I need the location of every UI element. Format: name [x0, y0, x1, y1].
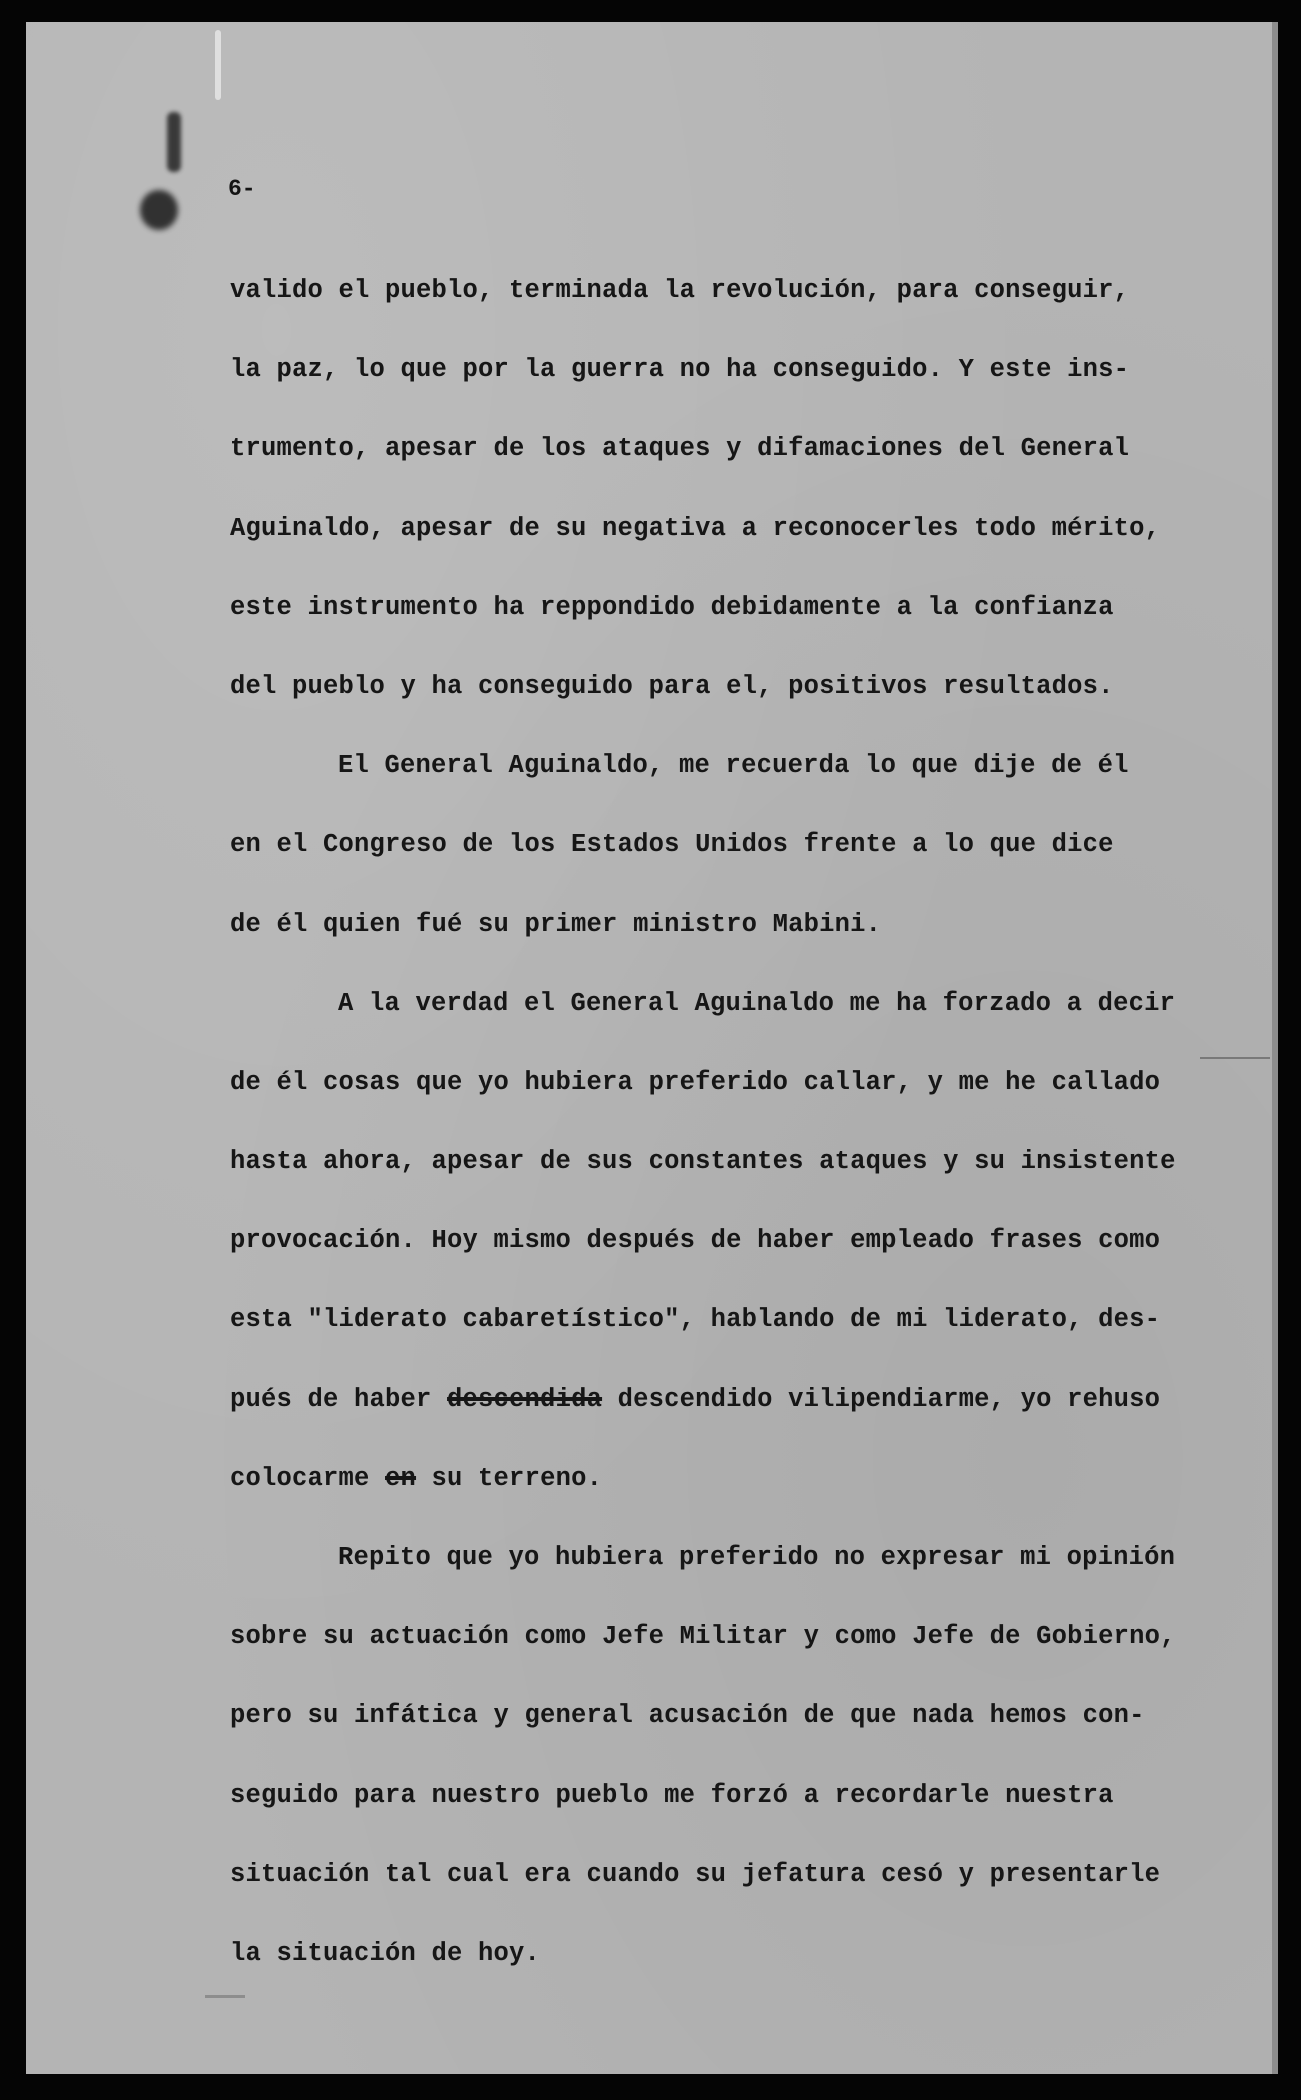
text-line: pero su infática y general acusación de que nada hemos con-: [230, 1701, 1145, 1731]
text-line: la paz, lo que por la guerra no ha conseguido. Y este ins-: [230, 355, 1130, 385]
text-line: provocación. Hoy mismo después de haber empleado frases como: [230, 1226, 1161, 1256]
text-line: seguido para nuestro pueblo me forzó a recordarle nuestra: [230, 1780, 1114, 1810]
paper-edge: [1272, 22, 1278, 2074]
text-line-with-strikeout: [230, 1360, 1190, 1439]
text-line-with-strikeout: [230, 1439, 1190, 1518]
paragraph-start-line: Repito que yo hubiera preferido no expresar mi opinión: [338, 1543, 1176, 1572]
text-line: del pueblo y ha conseguido para el, positivos resultados.: [230, 671, 1114, 701]
text-line: de él cosas que yo hubiera preferido callar, y me he callado: [230, 1067, 1161, 1097]
paragraph-start-line: El General Aguinaldo, me recuerda lo que dije de él: [338, 751, 1129, 781]
text-line: la situación de hoy.: [230, 1938, 541, 1968]
struck-out-word: descendida: [447, 1384, 603, 1414]
text-line: en el Congreso de los Estados Unidos frente a lo que dice: [230, 830, 1114, 860]
text-line: situación tal cual era cuando su jefatura cesó y presentarle: [230, 1859, 1161, 1889]
body-text: [230, 251, 1190, 1993]
margin-mark: [205, 1995, 245, 1998]
text-line: valido el pueblo, terminada la revolución, para conseguir,: [230, 276, 1130, 305]
text-line: esta "liderato cabaretístico", hablando de mi liderato, des-: [230, 1305, 1161, 1335]
paragraph-start-line: A la verdad el General Aguinaldo me ha forzado a decir: [338, 988, 1176, 1018]
page-marker: 6-: [228, 176, 256, 202]
ink-blot: [140, 190, 178, 230]
struck-out-word: en: [385, 1463, 417, 1493]
paper-tear: [215, 30, 221, 100]
text-segment: descendido vilipendiarme, yo rehuso: [602, 1384, 1161, 1414]
text-segment: colocarme: [230, 1463, 386, 1493]
text-segment: su terreno.: [416, 1463, 603, 1493]
text-segment: pués de haber: [230, 1384, 448, 1414]
text-line: este instrumento ha reppondido debidamente a la confianza: [230, 592, 1114, 622]
punch-hole-mark: [167, 112, 181, 172]
text-line: Aguinaldo, apesar de su negativa a reconocerles todo mérito,: [230, 513, 1161, 543]
text-line: sobre su actuación como Jefe Militar y como Jefe de Gobierno,: [230, 1622, 1176, 1652]
text-line: de él quien fué su primer ministro Mabini.: [230, 909, 882, 939]
text-line: hasta ahora, apesar de sus constantes ataques y su insistente: [230, 1147, 1176, 1177]
margin-mark: [1200, 1057, 1270, 1059]
text-line: trumento, apesar de los ataques y difamaciones del General: [230, 434, 1130, 464]
